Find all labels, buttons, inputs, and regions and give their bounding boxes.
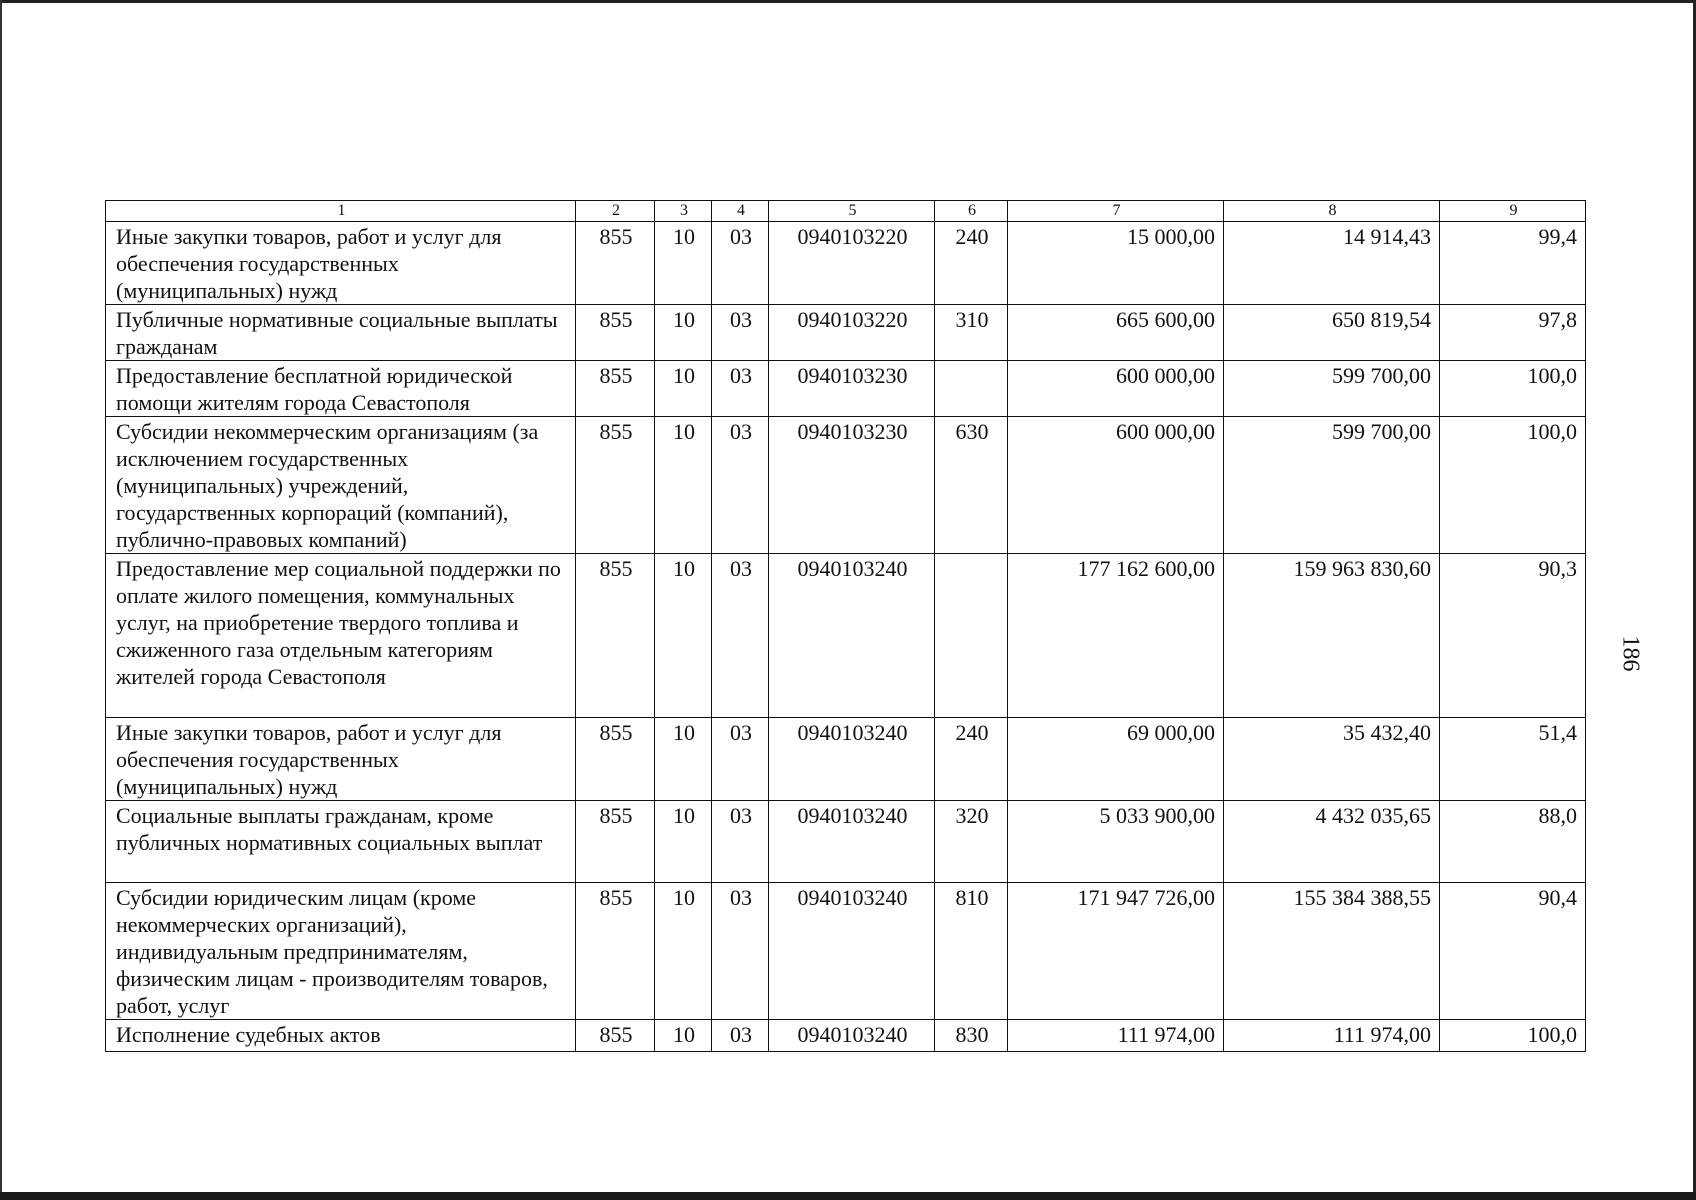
planned-amount: 665 600,00 [1008, 305, 1224, 361]
execution-percent: 51,4 [1440, 718, 1586, 801]
expense-type-code: 240 [935, 222, 1008, 305]
table-row [106, 801, 1586, 883]
ministry-code: 855 [576, 883, 655, 1020]
ministry-code: 855 [576, 361, 655, 417]
table-row [106, 417, 1586, 554]
executed-amount: 111 974,00 [1224, 1020, 1440, 1052]
execution-percent: 100,0 [1440, 361, 1586, 417]
target-article-code: 0940103240 [769, 718, 935, 801]
scan-border-bottom [0, 1192, 1696, 1200]
section-code: 10 [655, 222, 712, 305]
table-row [106, 1020, 1586, 1052]
ministry-code: 855 [576, 1020, 655, 1052]
section-code: 10 [655, 554, 712, 718]
table-row [106, 222, 1586, 305]
expense-type-code: 310 [935, 305, 1008, 361]
page-number: 186 [1617, 635, 1644, 672]
subsection-code: 03 [712, 361, 769, 417]
row-name: Публичные нормативные социальные выплаты гражданам [106, 305, 576, 361]
executed-amount: 159 963 830,60 [1224, 554, 1440, 718]
column-number: 4 [712, 201, 769, 222]
subsection-code: 03 [712, 1020, 769, 1052]
planned-amount: 69 000,00 [1008, 718, 1224, 801]
target-article-code: 0940103230 [769, 417, 935, 554]
ministry-code: 855 [576, 718, 655, 801]
subsection-code: 03 [712, 222, 769, 305]
ministry-code: 855 [576, 801, 655, 883]
table-row [106, 718, 1586, 801]
subsection-code: 03 [712, 417, 769, 554]
ministry-code: 855 [576, 554, 655, 718]
execution-percent: 100,0 [1440, 1020, 1586, 1052]
target-article-code: 0940103240 [769, 1020, 935, 1052]
table-row [106, 554, 1586, 718]
ministry-code: 855 [576, 417, 655, 554]
column-number: 1 [106, 201, 576, 222]
planned-amount: 111 974,00 [1008, 1020, 1224, 1052]
section-code: 10 [655, 1020, 712, 1052]
column-number: 6 [935, 201, 1008, 222]
row-name: Предоставление мер социальной поддержки по оплате жилого помещения, коммунальных услуг, на приобретение твердого топлива и сжиженного газа отдельным категориям жителей города Севастополя [106, 554, 576, 718]
target-article-code: 0940103220 [769, 305, 935, 361]
column-number: 2 [576, 201, 655, 222]
section-code: 10 [655, 718, 712, 801]
ministry-code: 855 [576, 222, 655, 305]
planned-amount: 177 162 600,00 [1008, 554, 1224, 718]
row-name: Субсидии некоммерческим организациям (за исключением государственных (муниципальных) учреждений, государственных корпораций (компаний), публично-правовых компаний) [106, 417, 576, 554]
execution-percent: 97,8 [1440, 305, 1586, 361]
executed-amount: 155 384 388,55 [1224, 883, 1440, 1020]
subsection-code: 03 [712, 883, 769, 1020]
expense-type-code [935, 554, 1008, 718]
section-code: 10 [655, 417, 712, 554]
expense-type-code: 810 [935, 883, 1008, 1020]
section-code: 10 [655, 305, 712, 361]
table-row [106, 883, 1586, 1020]
execution-percent: 90,3 [1440, 554, 1586, 718]
executed-amount: 650 819,54 [1224, 305, 1440, 361]
planned-amount: 5 033 900,00 [1008, 801, 1224, 883]
executed-amount: 599 700,00 [1224, 417, 1440, 554]
section-code: 10 [655, 801, 712, 883]
row-name: Иные закупки товаров, работ и услуг для обеспечения государственных (муниципальных) нужд [106, 222, 576, 305]
executed-amount: 35 432,40 [1224, 718, 1440, 801]
table-row [106, 305, 1586, 361]
expense-type-code: 320 [935, 801, 1008, 883]
row-name: Социальные выплаты гражданам, кроме публичных нормативных социальных выплат [106, 801, 576, 883]
planned-amount: 171 947 726,00 [1008, 883, 1224, 1020]
expense-type-code: 830 [935, 1020, 1008, 1052]
table-row [106, 361, 1586, 417]
target-article-code: 0940103230 [769, 361, 935, 417]
section-code: 10 [655, 361, 712, 417]
expense-type-code [935, 361, 1008, 417]
subsection-code: 03 [712, 554, 769, 718]
executed-amount: 4 432 035,65 [1224, 801, 1440, 883]
column-number: 8 [1224, 201, 1440, 222]
planned-amount: 15 000,00 [1008, 222, 1224, 305]
subsection-code: 03 [712, 801, 769, 883]
target-article-code: 0940103240 [769, 883, 935, 1020]
execution-percent: 90,4 [1440, 883, 1586, 1020]
section-code: 10 [655, 883, 712, 1020]
column-number: 9 [1440, 201, 1586, 222]
row-name: Предоставление бесплатной юридической помощи жителям города Севастополя [106, 361, 576, 417]
budget-table [105, 200, 1586, 1052]
planned-amount: 600 000,00 [1008, 361, 1224, 417]
subsection-code: 03 [712, 305, 769, 361]
scan-border-left [0, 0, 2, 1200]
execution-percent: 99,4 [1440, 222, 1586, 305]
expense-type-code: 240 [935, 718, 1008, 801]
row-name: Иные закупки товаров, работ и услуг для обеспечения государственных (муниципальных) нужд [106, 718, 576, 801]
execution-percent: 88,0 [1440, 801, 1586, 883]
column-number: 5 [769, 201, 935, 222]
expense-type-code: 630 [935, 417, 1008, 554]
column-number: 3 [655, 201, 712, 222]
scan-border-top [0, 0, 1696, 3]
target-article-code: 0940103240 [769, 554, 935, 718]
row-name: Субсидии юридическим лицам (кроме некоммерческих организаций), индивидуальным предпринимателям, физическим лицам - производителям товаров, работ, услуг [106, 883, 576, 1020]
execution-percent: 100,0 [1440, 417, 1586, 554]
target-article-code: 0940103240 [769, 801, 935, 883]
planned-amount: 600 000,00 [1008, 417, 1224, 554]
column-number: 7 [1008, 201, 1224, 222]
subsection-code: 03 [712, 718, 769, 801]
executed-amount: 14 914,43 [1224, 222, 1440, 305]
row-name: Исполнение судебных актов [106, 1020, 576, 1052]
ministry-code: 855 [576, 305, 655, 361]
target-article-code: 0940103220 [769, 222, 935, 305]
column-number-row [106, 201, 1586, 222]
executed-amount: 599 700,00 [1224, 361, 1440, 417]
